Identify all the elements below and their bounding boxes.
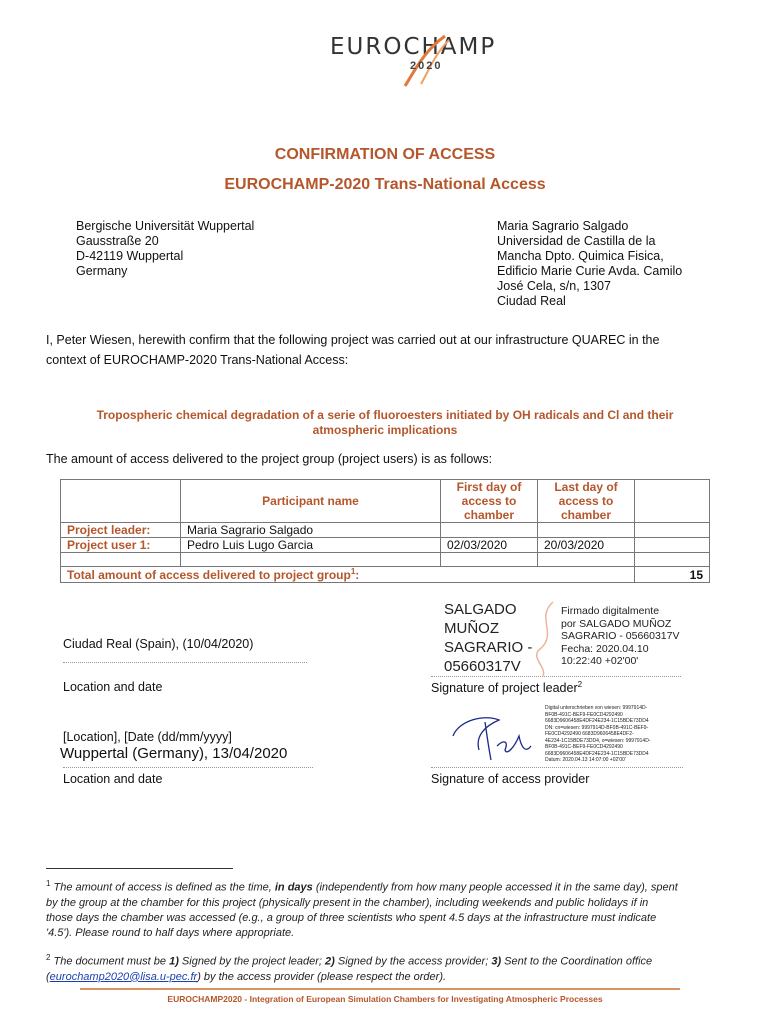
provider-location-label: Location and date <box>63 772 163 786</box>
address-line: Gausstraße 20 <box>76 234 159 248</box>
project-title-line: Tropospheric chemical degradation of a serie of fluoroesters initiated by OH radicals and Cl and their <box>96 408 674 422</box>
project-title-line: atmospheric implications <box>312 423 458 437</box>
signature-stamp-icon <box>525 598 565 678</box>
logo-wordmark: EUROCHAMP <box>330 34 497 60</box>
total-value: 15 <box>635 567 710 583</box>
table-total-row <box>61 567 710 583</box>
confirmation-line: I, Peter Wiesen, herewith confirm that the following project was carried out at our infrastructure QUAREC in the <box>46 333 660 347</box>
divider <box>431 676 681 677</box>
header-first-day: First day of access to chamber <box>441 480 538 523</box>
footer-rule <box>80 988 680 990</box>
leader-digital-signature: Firmado digitalmente por SALGADO MUÑOZ SAGRARIO - 05660317V Fecha: 2020.04.10 10:22:40 +02'00' <box>561 605 680 667</box>
footnote-2: $^2$ The document must be 1) Signed by the project leader; 2) Signed by the access provider; 3) Sent to the Coordination office (eurochamp2020@lisa.u-pec.fr) by the access provider (please respect the order). <box>46 953 653 983</box>
leader-signature-name: SALGADO MUÑOZ SAGRARIO - 05660317V <box>444 601 533 675</box>
footnote-1: $^1$ The amount of access is defined as the time, in days (independently from how many people accessed it in the same day), spent by the group at the chamber for this project (physically present in the chamber), including weekends and public holidays if in those days the chamber was accessed (e.g., a group of three scientists who spent 4.5 days at the infrastructure must indicate '4.5'). Please round to half days where appropriate. <box>46 879 678 939</box>
logo-year: 2020 <box>410 60 443 72</box>
address-line: Mancha Dpto. Quimica Fisica, <box>497 249 664 263</box>
row-last-day <box>538 523 635 538</box>
provider-place-date: Wuppertal (Germany), 13/04/2020 <box>60 745 288 762</box>
row-first-day <box>441 523 538 538</box>
address-line: José Cela, s/n, 1307 <box>497 279 611 293</box>
handwritten-signature-icon <box>445 706 545 764</box>
table-header-blank <box>635 480 710 523</box>
header-participant: Participant name <box>181 480 441 523</box>
table-row <box>61 538 710 553</box>
coordination-email-link[interactable]: eurochamp2020@lisa.u-pec.fr <box>49 970 198 983</box>
row-role: Project leader: <box>61 523 181 538</box>
user-address <box>497 219 682 309</box>
address-line: Universidad de Castilla de la <box>497 234 656 248</box>
access-table <box>60 479 710 583</box>
address-line: Ciudad Real <box>497 294 566 308</box>
amount-intro: The amount of access delivered to the project group (project users) is as follows: <box>46 452 493 466</box>
provider-signature-label: Signature of access provider <box>431 772 590 786</box>
confirmation-text <box>46 330 726 370</box>
address-line: D-42119 Wuppertal <box>76 249 184 263</box>
footnote-rule <box>46 868 233 869</box>
row-last-day: 20/03/2020 <box>538 538 635 553</box>
row-name: Maria Sagrario Salgado <box>181 523 441 538</box>
leader-place-date: Ciudad Real (Spain), (10/04/2020) <box>63 637 254 651</box>
page-subtitle: EUROCHAMP-2020 Trans-National Access <box>224 176 546 193</box>
total-label: Total amount of access delivered to project group$^1$: <box>61 567 635 583</box>
leader-signature-label: Signature of project leader$^2$ <box>431 680 583 696</box>
divider <box>63 662 307 663</box>
project-title <box>60 408 710 438</box>
table-row-spacer <box>61 553 710 567</box>
address-line: Germany <box>76 264 128 278</box>
page-footer: EUROCHAMP2020 - Integration of European Simulation Chambers for Investigating Atmospheric Processes <box>167 994 603 1004</box>
table-header-blank <box>61 480 181 523</box>
header-last-day: Last day of access to chamber <box>538 480 635 523</box>
row-name: Pedro Luis Lugo Garcia <box>181 538 441 553</box>
leader-location-label: Location and date <box>63 680 163 694</box>
row-role: Project user 1: <box>61 538 181 553</box>
page-title: CONFIRMATION OF ACCESS <box>274 146 496 163</box>
address-line: Edificio Marie Curie Avda. Camilo <box>497 264 683 278</box>
address-line: Bergische Universität Wuppertal <box>76 219 255 233</box>
divider <box>63 767 313 768</box>
row-first-day: 02/03/2020 <box>441 538 538 553</box>
divider <box>431 767 683 768</box>
provider-address <box>76 219 254 279</box>
table-row <box>61 523 710 538</box>
provider-placeholder: [Location], [Date (dd/mm/yyyy] <box>63 730 232 744</box>
provider-digital-signature: Digital unterschrieben von wiesen: 9997914D- BF0B-491C-BEF9-FE0CD4292490 6683D9606458E4DF24E234-1C15BDE73DD4 DN: cn=wiesen: 9997914D-BF0B-491C-BEF9- FE0CD4292490 6683D9606458E4DF2- 4E234-1C15BDE73DD4, o=wiesen: 9997914D- BF0B-491C-BEF9-FE0CD4292490 6683D9606458E4DF24E234-1C15BDE73DD4 Datum: 2020.04.13 14:07:00 +02'00' <box>545 705 651 763</box>
confirmation-line: context of EUROCHAMP-2020 Trans-National Access: <box>46 353 349 367</box>
address-line: Maria Sagrario Salgado <box>497 219 629 233</box>
